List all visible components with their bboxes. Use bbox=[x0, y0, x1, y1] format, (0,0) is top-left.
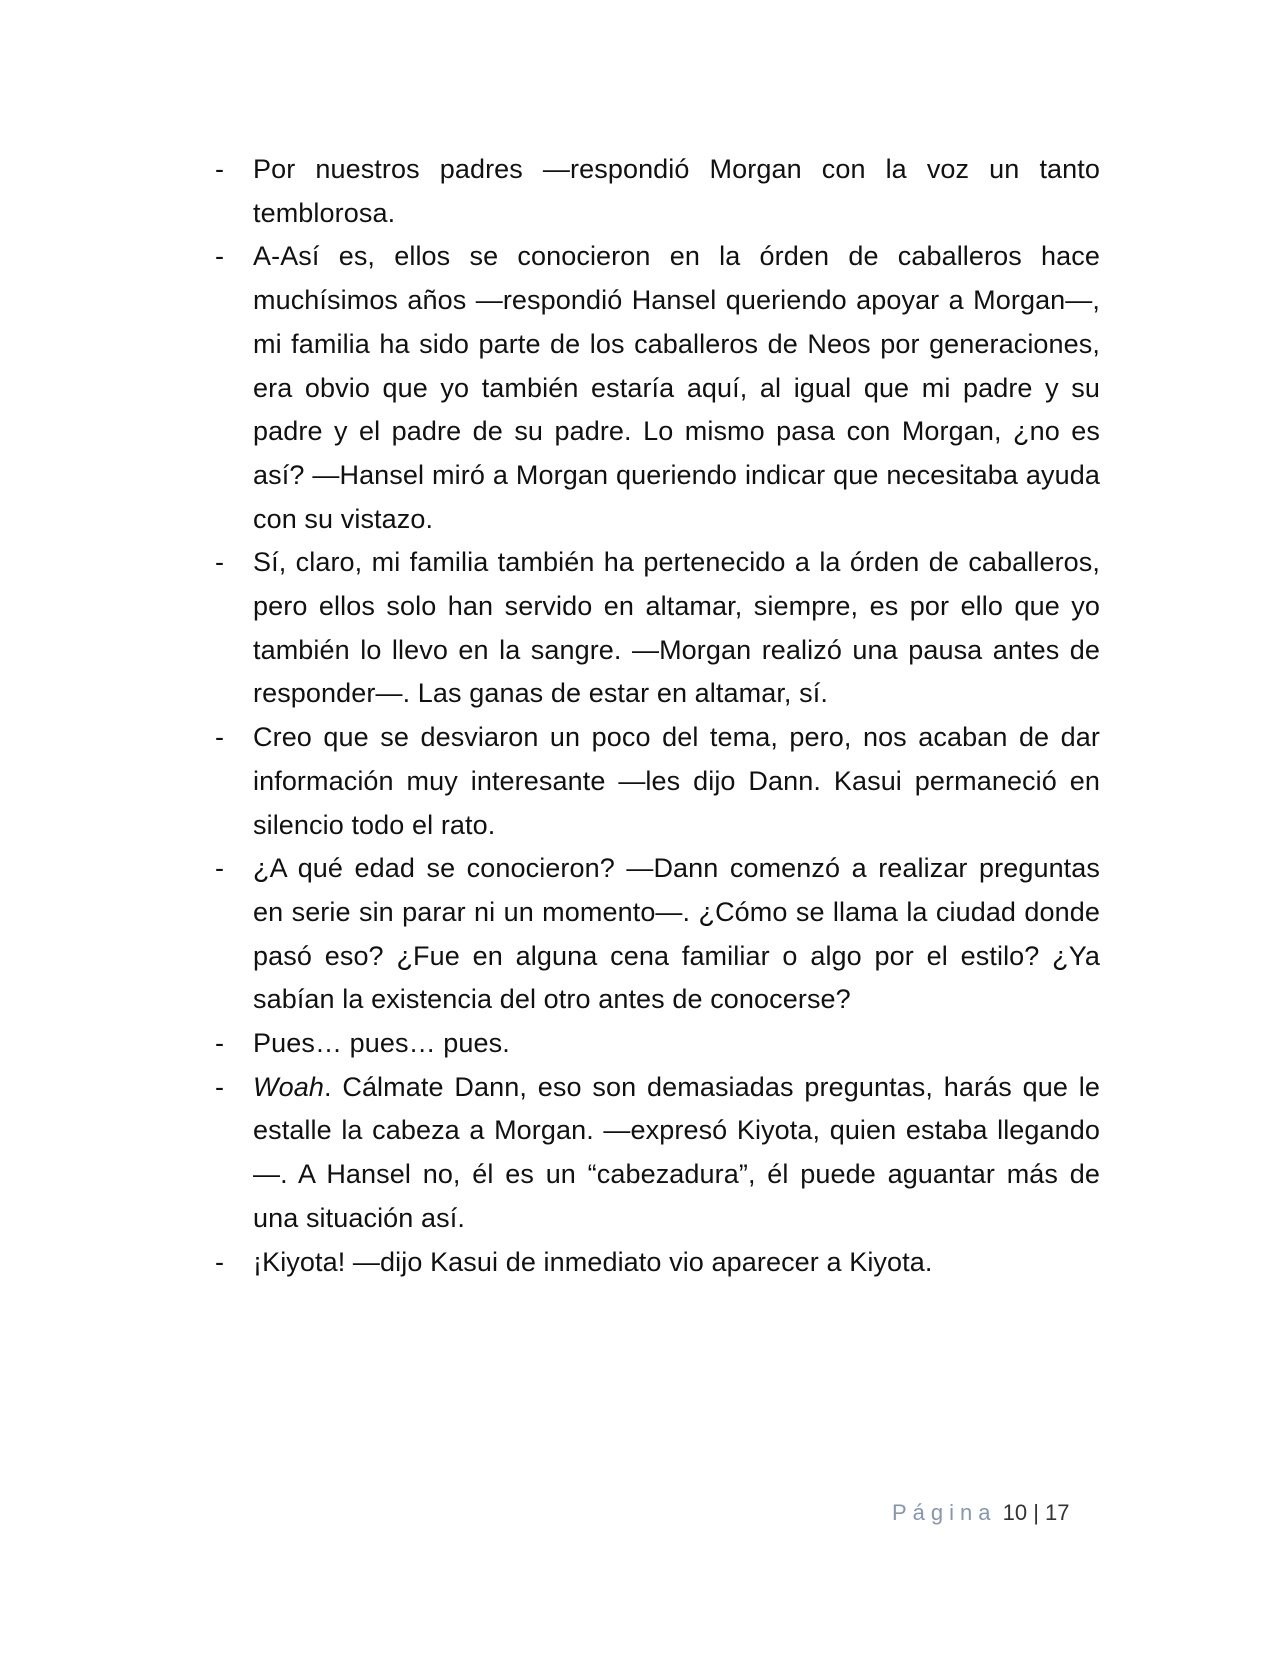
dialogue-paragraph bbox=[210, 541, 1100, 716]
paragraph-text: A-Así es, ellos se conocieron en la órden de caballeros hace muchísimos años —respondió Hansel queriendo apoyar a Morgan—, mi familia ha sido parte de los caballeros de Neos por generaciones, era obvio que yo también estaría aquí, al igual que mi padre y su padre y el padre de su padre. Lo mismo pasa con Morgan, ¿no es así? —Hansel miró a Morgan queriendo indicar que necesitaba ayuda con su vistazo. bbox=[253, 241, 1100, 534]
dash-bullet: - bbox=[215, 1246, 225, 1277]
paragraph-text: Por nuestros padres —respondió Morgan con la voz un tanto temblorosa. bbox=[253, 154, 1100, 228]
dialogue-paragraph bbox=[210, 235, 1100, 541]
paragraph-text: Pues… pues… pues. bbox=[253, 1028, 510, 1059]
dash-bullet: - bbox=[215, 241, 225, 272]
dash-bullet: - bbox=[215, 853, 225, 884]
dash-bullet: - bbox=[215, 154, 225, 184]
dash-bullet: - bbox=[215, 1028, 225, 1059]
dialogue-paragraph bbox=[210, 716, 1100, 847]
paragraph-text: Sí, claro, mi familia también ha pertenecido a la órden de caballeros, pero ellos solo han servido en altamar, siempre, es por ello que yo también lo llevo en la sangre. —Morgan realizó una pausa antes de responder—. Las ganas de estar en altamar, sí. bbox=[253, 547, 1100, 709]
dash-bullet: - bbox=[215, 1071, 225, 1102]
dialogue-paragraph bbox=[210, 148, 1100, 235]
page-label: Página bbox=[892, 1500, 997, 1525]
paragraph-text: ¡Kiyota! —dijo Kasui de inmediato vio aparecer a Kiyota. bbox=[253, 1246, 933, 1277]
paragraph-text: Creo que se desviaron un poco del tema, pero, nos acaban de dar información muy interesante —les dijo Dann. Kasui permaneció en silencio todo el rato. bbox=[253, 722, 1100, 840]
page-footer bbox=[892, 1498, 1070, 1528]
dash-bullet: - bbox=[215, 722, 225, 753]
paragraph-text: . Cálmate Dann, eso son demasiadas preguntas, harás que le estalle la cabeza a Morgan. —expresó Kiyota, quien estaba llegando—. A Hansel no, él es un “cabezadura”, él puede aguantar más de una situación así. bbox=[253, 1071, 1100, 1233]
dialogue-list bbox=[210, 148, 1100, 1284]
dialogue-paragraph bbox=[210, 1241, 1100, 1285]
paragraph-text: ¿A qué edad se conocieron? —Dann comenzó a realizar preguntas en serie sin parar ni un momento—. ¿Cómo se llama la ciudad donde pasó eso? ¿Fue en alguna cena familiar o algo por el estilo? ¿Ya sabían la existencia del otro antes de conocerse? bbox=[253, 853, 1100, 1015]
page-number: 10 | 17 bbox=[1002, 1500, 1070, 1525]
dialogue-paragraph bbox=[210, 1022, 1100, 1066]
dash-bullet: - bbox=[215, 547, 225, 578]
italic-interjection: Woah bbox=[253, 1071, 324, 1102]
dialogue-paragraph bbox=[210, 1066, 1100, 1241]
dialogue-paragraph bbox=[210, 847, 1100, 1022]
